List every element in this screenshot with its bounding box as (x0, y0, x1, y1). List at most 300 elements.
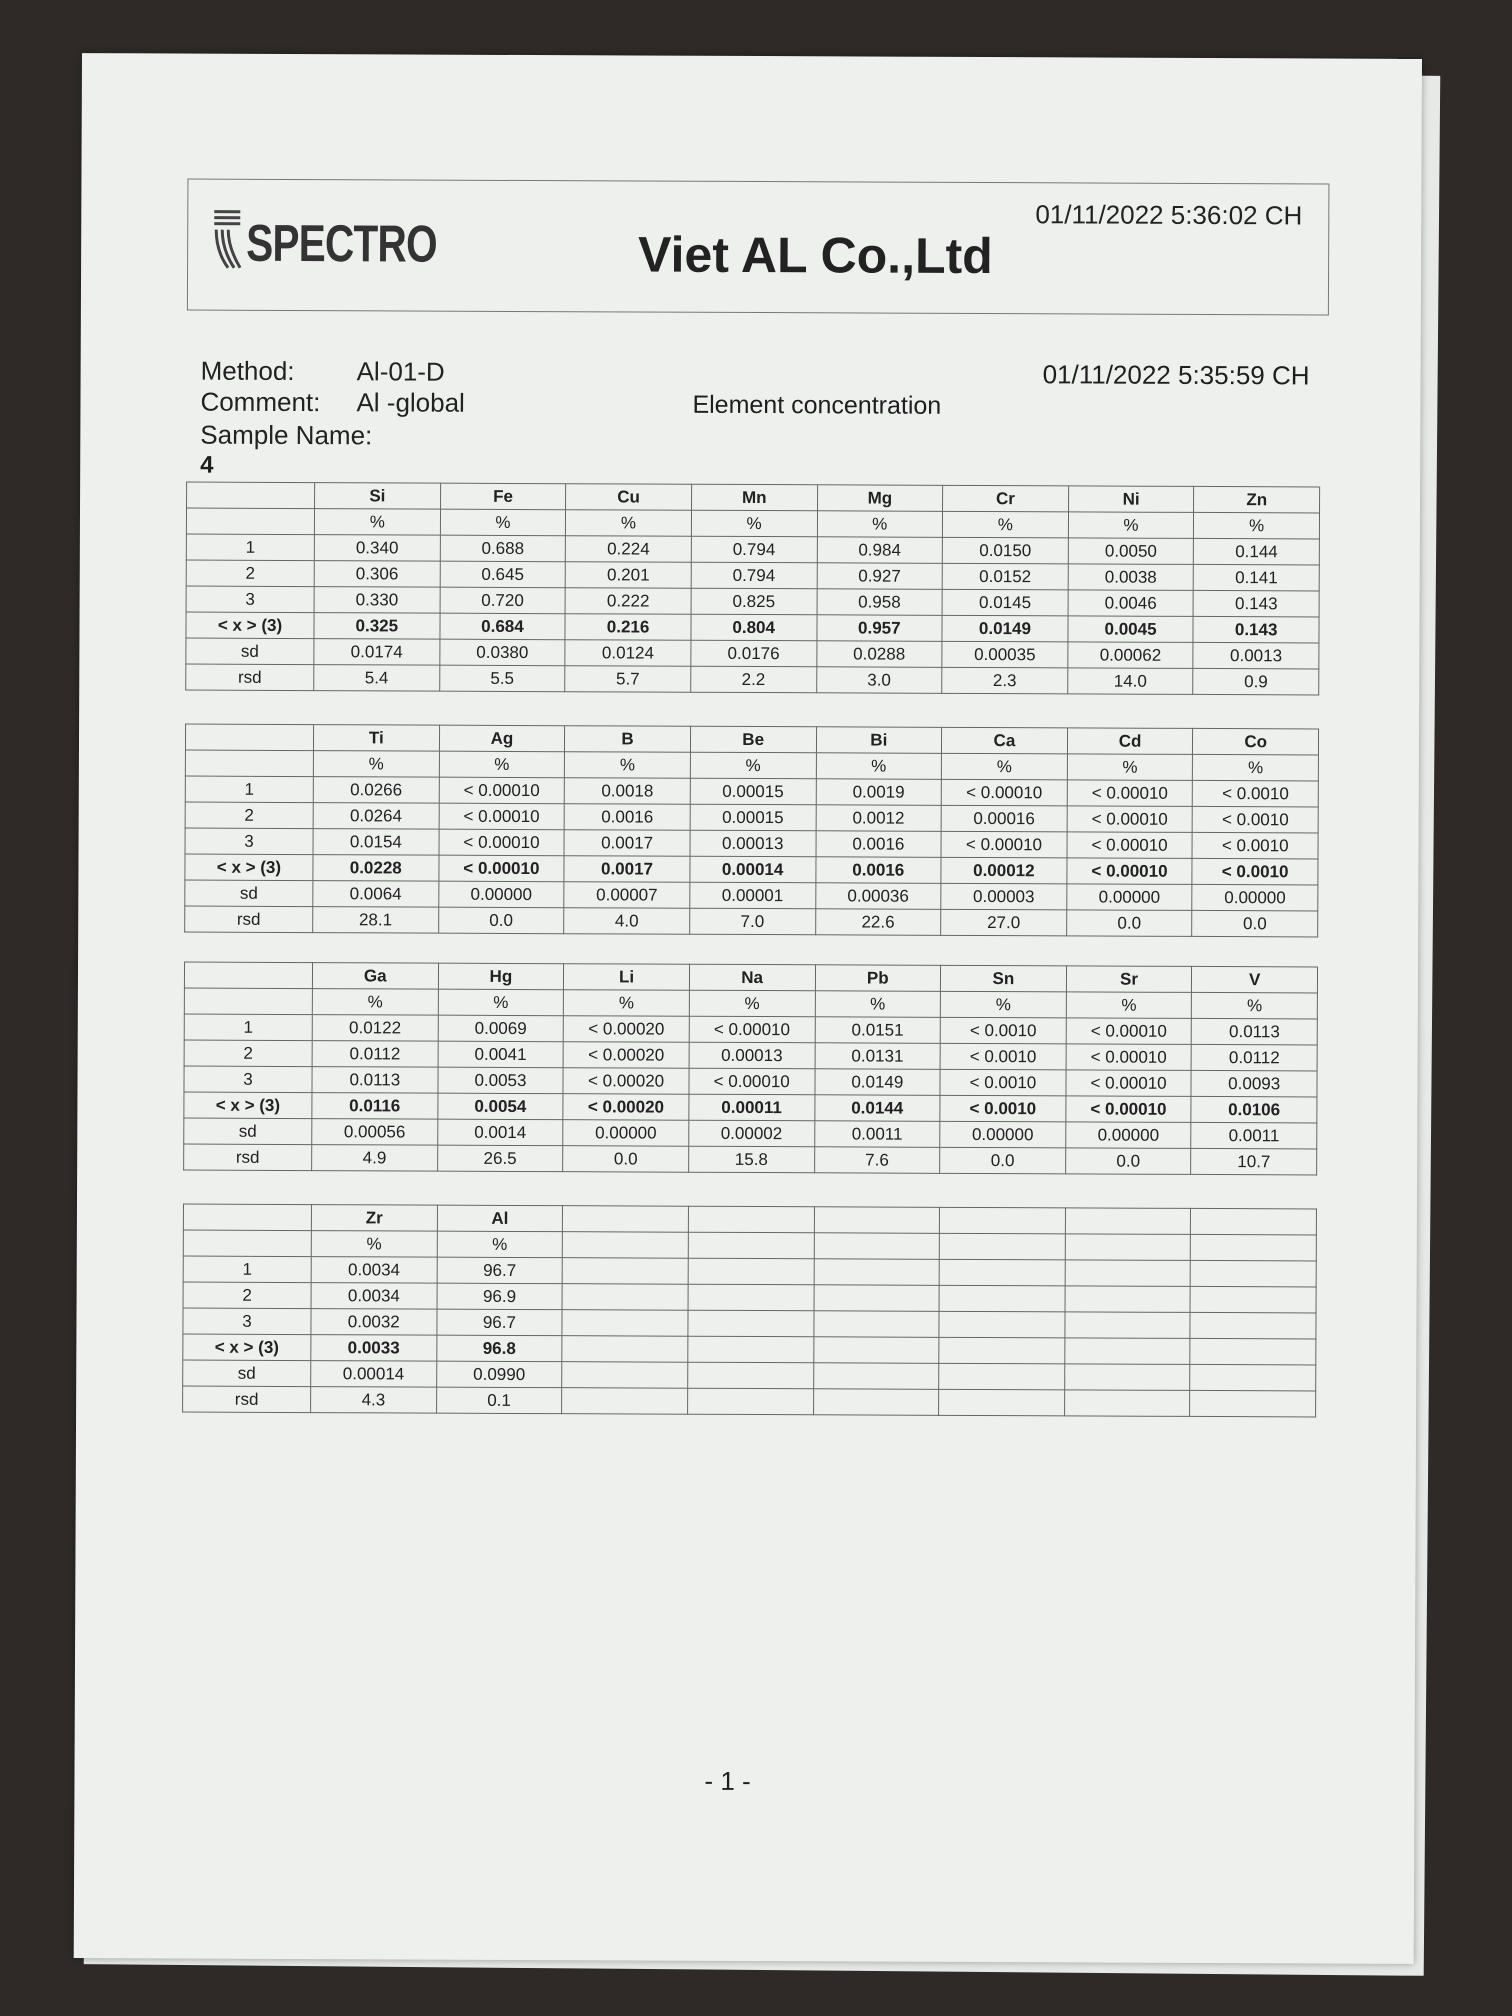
value-cell: 96.8 (436, 1335, 562, 1362)
value-cell (1190, 1390, 1316, 1417)
value-cell: < 0.00010 (1066, 1070, 1192, 1097)
value-cell: 0.224 (566, 536, 692, 563)
value-cell: < 0.00020 (563, 1042, 689, 1069)
company-name: Viet AL Co.,Ltd (638, 226, 993, 285)
row-label-cell: sd (185, 880, 313, 907)
value-cell: 0.0144 (814, 1095, 940, 1122)
element-header-cell: Cr (943, 485, 1069, 512)
value-cell: 0.958 (817, 589, 943, 616)
value-cell: 2.3 (942, 667, 1068, 694)
value-cell (1190, 1286, 1316, 1313)
value-cell: 0.0176 (691, 640, 817, 667)
unit-cell: % (313, 751, 439, 778)
table-row (183, 1386, 1316, 1417)
unit-cell: % (565, 752, 691, 779)
value-cell: 0.0011 (814, 1121, 940, 1148)
row-label-cell: rsd (186, 664, 314, 691)
value-cell: < 0.00010 (1067, 780, 1193, 807)
sample-name-value: 4 (200, 451, 214, 479)
value-cell: 5.5 (439, 665, 565, 692)
value-cell: < 0.00010 (1066, 1018, 1192, 1045)
value-cell: 27.0 (941, 909, 1067, 936)
element-header-cell (688, 1206, 814, 1233)
value-cell (814, 1259, 940, 1286)
element-header-cell: Na (689, 964, 815, 991)
element-header-cell: Sn (941, 965, 1067, 992)
value-cell: 0.0149 (814, 1069, 940, 1096)
value-cell: 0.0011 (1191, 1122, 1317, 1149)
comment-value: Al -global (356, 387, 465, 418)
value-cell: 0.0013 (1193, 642, 1319, 669)
value-cell: 0.0106 (1191, 1096, 1317, 1123)
row-label-cell: 1 (183, 1256, 311, 1283)
value-cell: 4.0 (564, 908, 690, 935)
element-header-cell: B (565, 726, 691, 753)
value-cell: 0.0112 (312, 1041, 438, 1068)
element-header-cell: Cu (566, 484, 692, 511)
value-cell: 0.0152 (942, 563, 1068, 590)
value-cell: 0.0151 (815, 1017, 941, 1044)
element-header-cell: Cd (1067, 728, 1193, 755)
value-cell (813, 1363, 939, 1390)
row-label-cell: 3 (186, 586, 314, 613)
value-cell (939, 1259, 1065, 1286)
value-cell (939, 1363, 1065, 1390)
sample-name-label: Sample Name: (200, 419, 373, 451)
unit-cell (688, 1232, 814, 1259)
row-label-cell: sd (186, 638, 314, 665)
value-cell: 0.0122 (312, 1015, 438, 1042)
unit-cell: % (439, 751, 565, 778)
print-timestamp: 01/11/2022 5:36:02 CH (1035, 199, 1303, 231)
results-table-4 (182, 1204, 1317, 1418)
value-cell: 0.0050 (1068, 538, 1194, 565)
results-table-1 (185, 482, 1320, 696)
value-cell: 0.684 (440, 613, 566, 640)
unit-cell: % (690, 752, 816, 779)
value-cell: < 0.00010 (941, 779, 1067, 806)
row-label-cell: 2 (186, 560, 314, 587)
logo-text: SPECTRO (246, 214, 437, 274)
value-cell: 0.00000 (563, 1120, 689, 1147)
element-header-cell: Ca (942, 727, 1068, 754)
value-cell: 0.0 (940, 1147, 1066, 1174)
element-header-cell: Si (315, 483, 441, 510)
value-cell: 0.0016 (815, 857, 941, 884)
value-cell (688, 1284, 814, 1311)
element-header-cell: Hg (438, 963, 564, 990)
value-cell: < 0.00010 (439, 777, 565, 804)
value-cell: < 0.0010 (940, 1069, 1066, 1096)
value-cell: 0.0093 (1191, 1070, 1317, 1097)
value-cell: 5.4 (314, 665, 440, 692)
value-cell: < 0.00010 (1066, 1044, 1192, 1071)
corner-cell (187, 482, 315, 509)
value-cell: < 0.0010 (940, 1095, 1066, 1122)
value-cell: 96.7 (437, 1309, 563, 1336)
value-cell: 0.00036 (815, 883, 941, 910)
corner-cell (186, 508, 314, 535)
element-header-cell: Sr (1066, 966, 1192, 993)
element-header-cell: Ti (313, 725, 439, 752)
row-label-cell: 1 (185, 776, 313, 803)
unit-cell: % (1193, 754, 1319, 781)
unit-cell: % (1192, 992, 1318, 1019)
value-cell: 0.00000 (1067, 884, 1193, 911)
value-cell: 0.00007 (564, 882, 690, 909)
value-cell (813, 1337, 939, 1364)
element-header-cell: Mn (691, 484, 817, 511)
value-cell: 0.00056 (312, 1119, 438, 1146)
row-label-cell: 3 (184, 1066, 312, 1093)
section-title: Element concentration (692, 390, 942, 420)
value-cell: 0.0017 (564, 856, 690, 883)
value-cell: 0.0014 (437, 1119, 563, 1146)
row-label-cell: 3 (185, 828, 313, 855)
value-cell (1191, 1260, 1317, 1287)
value-cell: < 0.00010 (1067, 806, 1193, 833)
value-cell: 0.0017 (564, 830, 690, 857)
value-cell: < 0.0010 (1192, 858, 1318, 885)
method-label: Method: (200, 355, 295, 387)
spectro-logo (210, 190, 450, 291)
value-cell: 0.1 (436, 1387, 562, 1414)
unit-cell: % (1066, 992, 1192, 1019)
element-header-cell: Bi (816, 727, 942, 754)
unit-cell: % (816, 753, 942, 780)
element-header-cell: Ni (1068, 486, 1194, 513)
unit-cell: % (941, 753, 1067, 780)
value-cell: 0.00013 (689, 1042, 815, 1069)
value-cell: 0.00001 (690, 882, 816, 909)
unit-cell: % (1068, 512, 1194, 539)
value-cell (1064, 1364, 1190, 1391)
value-cell: 0.0112 (1191, 1044, 1317, 1071)
value-cell: 0.720 (440, 587, 566, 614)
value-cell: 0.0033 (311, 1335, 437, 1362)
value-cell: 0.330 (314, 587, 440, 614)
value-cell (687, 1388, 813, 1415)
value-cell: 0.0150 (942, 537, 1068, 564)
row-label-cell: rsd (185, 906, 313, 933)
value-cell (688, 1336, 814, 1363)
value-cell: 0.957 (816, 615, 942, 642)
value-cell: 0.00014 (690, 856, 816, 883)
value-cell: 0.00000 (438, 881, 564, 908)
value-cell: 0.0069 (438, 1015, 564, 1042)
element-header-cell: Mg (817, 485, 943, 512)
value-cell: 0.340 (314, 535, 440, 562)
element-header-cell (1065, 1208, 1191, 1235)
value-cell (688, 1310, 814, 1337)
value-cell: 26.5 (437, 1145, 563, 1172)
row-label-cell: < x > (3) (183, 1334, 311, 1361)
row-label-cell: rsd (184, 1144, 312, 1171)
value-cell: 0.0288 (816, 641, 942, 668)
unit-cell: % (691, 510, 817, 537)
value-cell (562, 1388, 688, 1415)
value-cell (939, 1285, 1065, 1312)
value-cell: 0.00011 (689, 1094, 815, 1121)
value-cell: 0.0174 (314, 639, 440, 666)
value-cell: 0.0046 (1068, 590, 1194, 617)
value-cell: 3.0 (816, 667, 942, 694)
value-cell (562, 1336, 688, 1363)
element-header-cell: Fe (440, 483, 566, 510)
results-table-2 (184, 724, 1319, 938)
value-cell: 14.0 (1067, 668, 1193, 695)
value-cell (939, 1389, 1065, 1416)
spectro-logo-icon (210, 208, 246, 270)
value-cell (562, 1258, 688, 1285)
measurement-timestamp: 01/11/2022 5:35:59 CH (1042, 359, 1310, 391)
value-cell: < 0.00010 (1067, 858, 1193, 885)
value-cell: 0.825 (691, 588, 817, 615)
value-cell: 0.0 (563, 1146, 689, 1173)
row-label-cell: sd (184, 1118, 312, 1145)
unit-cell: % (1067, 754, 1193, 781)
value-cell: 0.325 (314, 613, 440, 640)
value-cell: 0.0 (1066, 910, 1192, 937)
value-cell: 10.7 (1191, 1148, 1317, 1175)
value-cell (1065, 1260, 1191, 1287)
value-cell: < 0.00010 (439, 829, 565, 856)
value-cell: 0.804 (691, 614, 817, 641)
value-cell: 0.0990 (436, 1361, 562, 1388)
row-label-cell: 2 (184, 1040, 312, 1067)
value-cell: 0.0113 (312, 1067, 438, 1094)
value-cell: 0.00016 (941, 805, 1067, 832)
value-cell: 7.0 (690, 908, 816, 935)
value-cell (1064, 1390, 1190, 1417)
value-cell (813, 1389, 939, 1416)
value-cell: 0.0380 (439, 639, 565, 666)
value-cell: < 0.00010 (689, 1068, 815, 1095)
unit-cell (1191, 1234, 1317, 1261)
value-cell: 5.7 (565, 666, 691, 693)
value-cell: < 0.00010 (439, 855, 565, 882)
value-cell: 0.927 (817, 563, 943, 590)
unit-cell: % (943, 511, 1069, 538)
element-header-cell: Zr (311, 1205, 437, 1232)
corner-cell (183, 1230, 311, 1257)
element-header-cell: Co (1193, 728, 1319, 755)
row-label-cell: 1 (184, 1014, 312, 1041)
row-label-cell: sd (183, 1360, 311, 1387)
unit-cell (814, 1233, 940, 1260)
value-cell: 28.1 (313, 907, 439, 934)
value-cell: 0.00035 (942, 641, 1068, 668)
value-cell: < 0.0010 (940, 1017, 1066, 1044)
comment-label: Comment: (200, 386, 321, 418)
unit-cell: % (311, 1231, 437, 1258)
value-cell: 0.0154 (313, 829, 439, 856)
value-cell: 0.0054 (437, 1093, 563, 1120)
value-cell: 0.794 (691, 536, 817, 563)
value-cell: 22.6 (815, 909, 941, 936)
corner-cell (185, 724, 313, 751)
value-cell: 0.141 (1194, 564, 1320, 591)
value-cell: < 0.0010 (940, 1043, 1066, 1070)
element-header-cell: Al (437, 1205, 563, 1232)
value-cell: < 0.0010 (1192, 806, 1318, 833)
value-cell: 0.00062 (1068, 642, 1194, 669)
value-cell: < 0.00010 (689, 1016, 815, 1043)
value-cell (813, 1311, 939, 1338)
value-cell: 0.0012 (816, 805, 942, 832)
value-cell: 0.0116 (312, 1093, 438, 1120)
value-cell: < 0.00020 (563, 1016, 689, 1043)
corner-cell (185, 750, 313, 777)
unit-cell: % (689, 990, 815, 1017)
value-cell: 0.0131 (815, 1043, 941, 1070)
value-cell: 0.0045 (1068, 616, 1194, 643)
value-cell: 0.306 (314, 561, 440, 588)
value-cell: < 0.00010 (941, 831, 1067, 858)
value-cell: < 0.00010 (439, 803, 565, 830)
value-cell: 96.9 (437, 1283, 563, 1310)
row-label-cell: 2 (183, 1282, 311, 1309)
unit-cell (939, 1233, 1065, 1260)
value-cell: 0.0034 (311, 1257, 437, 1284)
unit-cell: % (437, 1231, 563, 1258)
value-cell (814, 1285, 940, 1312)
unit-cell: % (1194, 512, 1320, 539)
value-cell (562, 1362, 688, 1389)
value-cell: 0.0 (438, 907, 564, 934)
value-cell (1065, 1338, 1191, 1365)
element-header-cell: Be (690, 726, 816, 753)
value-cell: 0.0034 (311, 1283, 437, 1310)
value-cell (688, 1362, 814, 1389)
element-header-cell: Li (564, 964, 690, 991)
unit-cell: % (815, 991, 941, 1018)
value-cell (939, 1311, 1065, 1338)
value-cell: 0.00014 (311, 1361, 437, 1388)
element-header-cell: Ag (439, 725, 565, 752)
value-cell: 0.0018 (564, 778, 690, 805)
unit-cell: % (564, 990, 690, 1017)
report-page (74, 53, 1422, 1964)
value-cell (1190, 1312, 1316, 1339)
value-cell: 0.144 (1194, 538, 1320, 565)
value-cell (1065, 1286, 1191, 1313)
row-label-cell: < x > (3) (186, 612, 314, 639)
value-cell: 0.0053 (438, 1067, 564, 1094)
element-header-cell (1191, 1208, 1317, 1235)
value-cell (688, 1258, 814, 1285)
value-cell: < 0.00020 (563, 1068, 689, 1095)
element-header-cell: Pb (815, 965, 941, 992)
results-table-3 (183, 962, 1318, 1176)
value-cell: 0.0041 (438, 1041, 564, 1068)
value-cell: 0.984 (817, 537, 943, 564)
row-label-cell: rsd (183, 1386, 311, 1413)
value-cell (1190, 1364, 1316, 1391)
value-cell: 15.8 (689, 1146, 815, 1173)
value-cell: 4.9 (312, 1145, 438, 1172)
row-label-cell: 1 (186, 534, 314, 561)
value-cell: 0.00012 (941, 857, 1067, 884)
unit-cell (563, 1232, 689, 1259)
value-cell: 0.0016 (564, 804, 690, 831)
value-cell: 0.688 (440, 535, 566, 562)
value-cell: 0.9 (1193, 668, 1319, 695)
value-cell: < 0.0010 (1192, 832, 1318, 859)
element-header-cell (814, 1207, 940, 1234)
value-cell: 0.00003 (941, 883, 1067, 910)
page-number: - 1 - (704, 1765, 751, 1797)
value-cell: 0.00000 (940, 1121, 1066, 1148)
value-cell: 0.0 (1065, 1148, 1191, 1175)
value-cell: 0.143 (1193, 590, 1319, 617)
value-cell: 0.0149 (942, 615, 1068, 642)
row-label-cell: < x > (3) (184, 1092, 312, 1119)
value-cell (562, 1284, 688, 1311)
value-cell: 0.00015 (690, 804, 816, 831)
corner-cell (183, 1204, 311, 1231)
element-header-cell (939, 1207, 1065, 1234)
value-cell: < 0.00020 (563, 1094, 689, 1121)
value-cell: 4.3 (311, 1387, 437, 1414)
value-cell (1190, 1338, 1316, 1365)
method-value: Al-01-D (356, 356, 445, 387)
corner-cell (184, 962, 312, 989)
row-label-cell: 3 (183, 1308, 311, 1335)
value-cell: 0.143 (1193, 616, 1319, 643)
value-cell: 0.645 (440, 561, 566, 588)
value-cell: 0.0264 (313, 803, 439, 830)
value-cell: < 0.00010 (1066, 1096, 1192, 1123)
unit-cell: % (440, 509, 566, 536)
value-cell: 0.0032 (311, 1309, 437, 1336)
value-cell: 96.7 (437, 1257, 563, 1284)
element-header-cell: Ga (312, 963, 438, 990)
value-cell: 0.216 (565, 614, 691, 641)
value-cell (562, 1310, 688, 1337)
value-cell: 0.201 (565, 562, 691, 589)
unit-cell: % (817, 511, 943, 538)
value-cell: 0.00000 (1065, 1122, 1191, 1149)
element-header-cell (563, 1206, 689, 1233)
report-header (187, 179, 1330, 316)
value-cell: 0.0019 (816, 779, 942, 806)
unit-cell: % (312, 989, 438, 1016)
value-cell: 7.6 (814, 1147, 940, 1174)
value-cell: 0.0228 (313, 855, 439, 882)
row-label-cell: < x > (3) (185, 854, 313, 881)
value-cell: 0.00000 (1192, 884, 1318, 911)
value-cell: 0.794 (691, 562, 817, 589)
value-cell: 0.0 (1192, 910, 1318, 937)
value-cell: < 0.00010 (1067, 832, 1193, 859)
value-cell: 0.0064 (313, 881, 439, 908)
value-cell: 0.0266 (313, 777, 439, 804)
table-row (184, 1144, 1317, 1175)
value-cell: 0.0124 (565, 640, 691, 667)
element-header-cell: Zn (1194, 486, 1320, 513)
unit-cell: % (940, 991, 1066, 1018)
value-cell (939, 1337, 1065, 1364)
value-cell: 0.222 (565, 588, 691, 615)
table-row (186, 664, 1319, 695)
value-cell: 2.2 (691, 666, 817, 693)
unit-cell: % (566, 510, 692, 537)
value-cell: 0.0145 (942, 589, 1068, 616)
value-cell: 0.00002 (689, 1120, 815, 1147)
corner-cell (184, 988, 312, 1015)
unit-cell (1065, 1234, 1191, 1261)
